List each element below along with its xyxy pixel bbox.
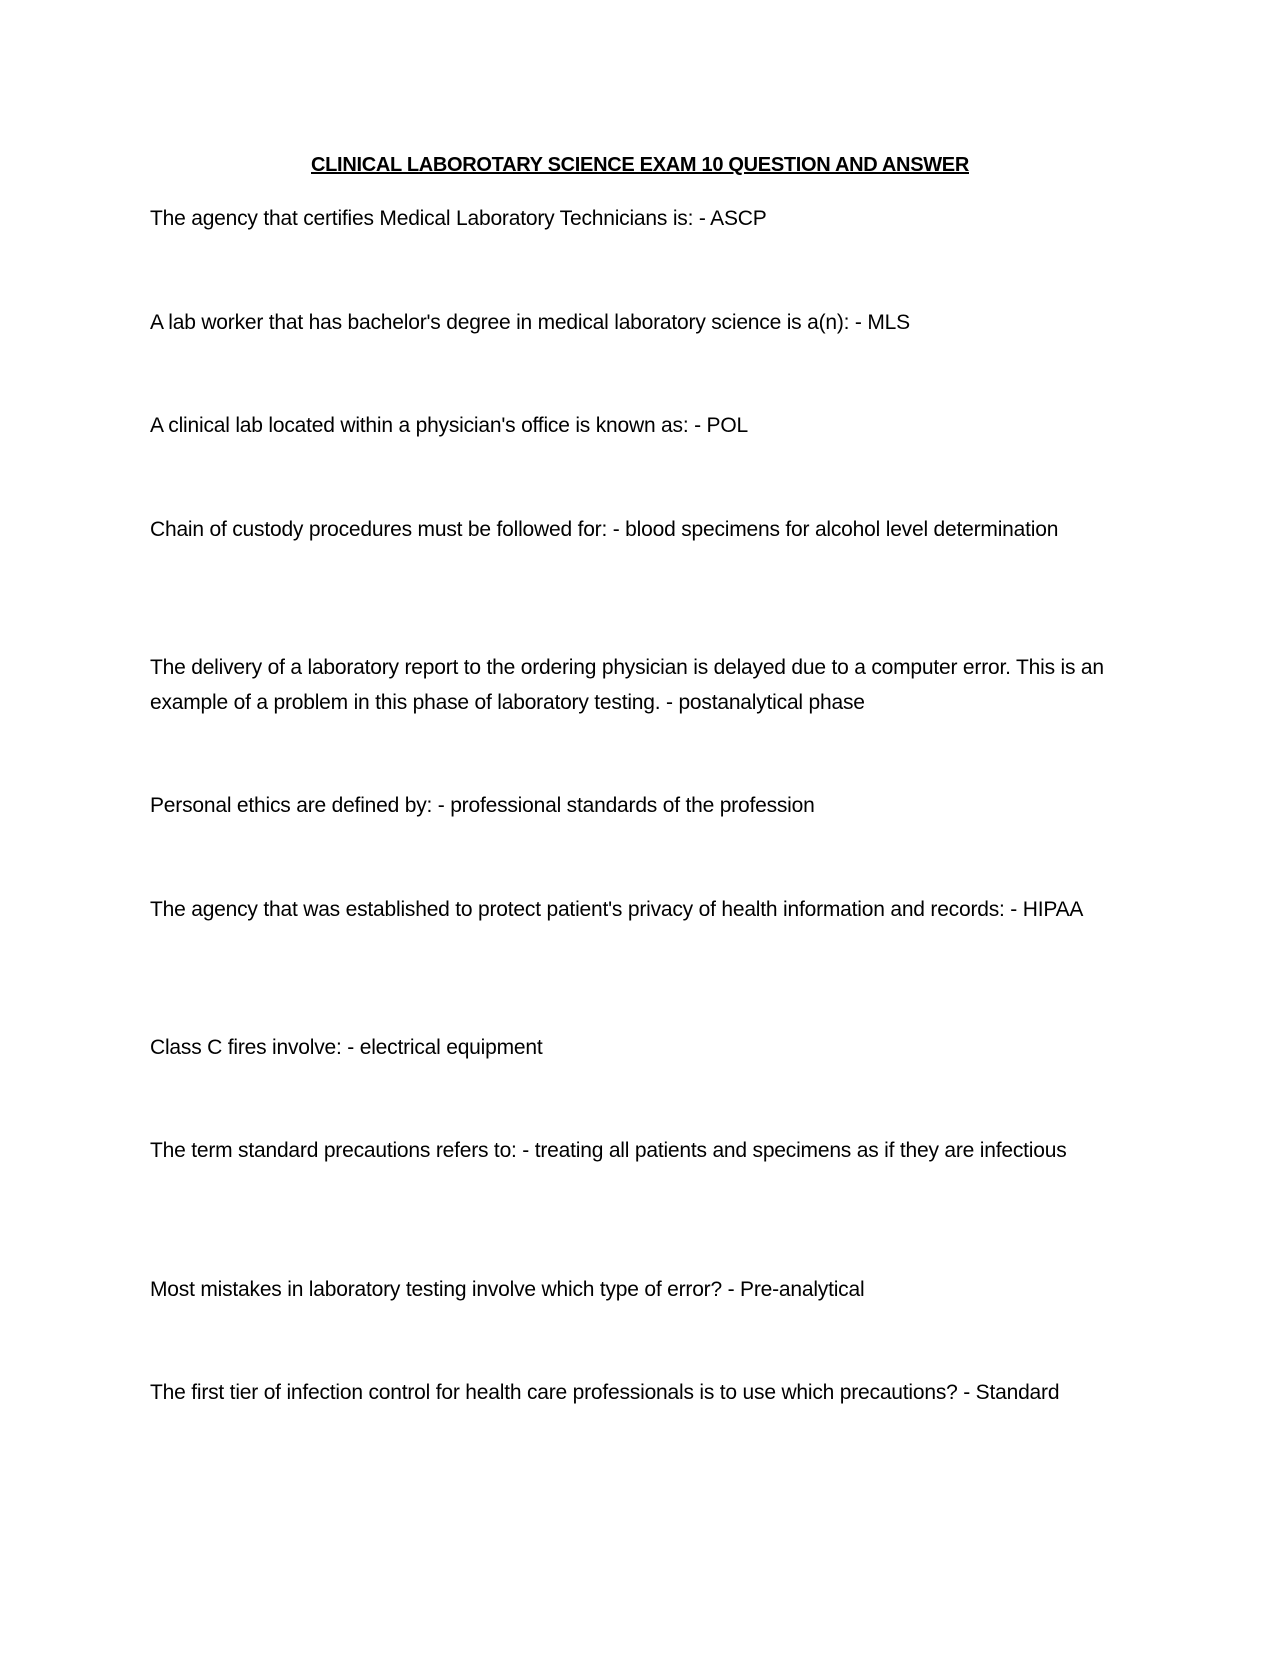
qa-item: Most mistakes in laboratory testing involve which type of error? - Pre-analytical xyxy=(150,1278,865,1301)
document-title: CLINICAL LABOROTARY SCIENCE EXAM 10 QUESTION AND ANSWER xyxy=(311,154,969,176)
qa-item: Personal ethics are defined by: - professional standards of the profession xyxy=(150,794,815,817)
qa-item: A lab worker that has bachelor's degree in medical laboratory science is a(n): - MLS xyxy=(150,311,910,334)
qa-item: The term standard precautions refers to: - treating all patients and specimens as if they are infectious xyxy=(150,1139,1067,1162)
qa-item: Chain of custody procedures must be followed for: - blood specimens for alcohol level determination xyxy=(150,518,1059,541)
qa-item: The first tier of infection control for health care professionals is to use which precautions? - Standard xyxy=(150,1381,1060,1404)
qa-item: Class C fires involve: - electrical equipment xyxy=(150,1036,543,1059)
qa-item: A clinical lab located within a physician's office is known as: - POL xyxy=(150,414,748,437)
qa-item: The agency that certifies Medical Laboratory Technicians is: - ASCP xyxy=(150,207,767,230)
qa-item: The delivery of a laboratory report to the ordering physician is delayed due to a computer error. This is an example of a problem in this phase of laboratory testing. - postanalytical phase xyxy=(150,656,1104,714)
qa-item: The agency that was established to protect patient's privacy of health information and records: - HIPAA xyxy=(150,898,1084,921)
